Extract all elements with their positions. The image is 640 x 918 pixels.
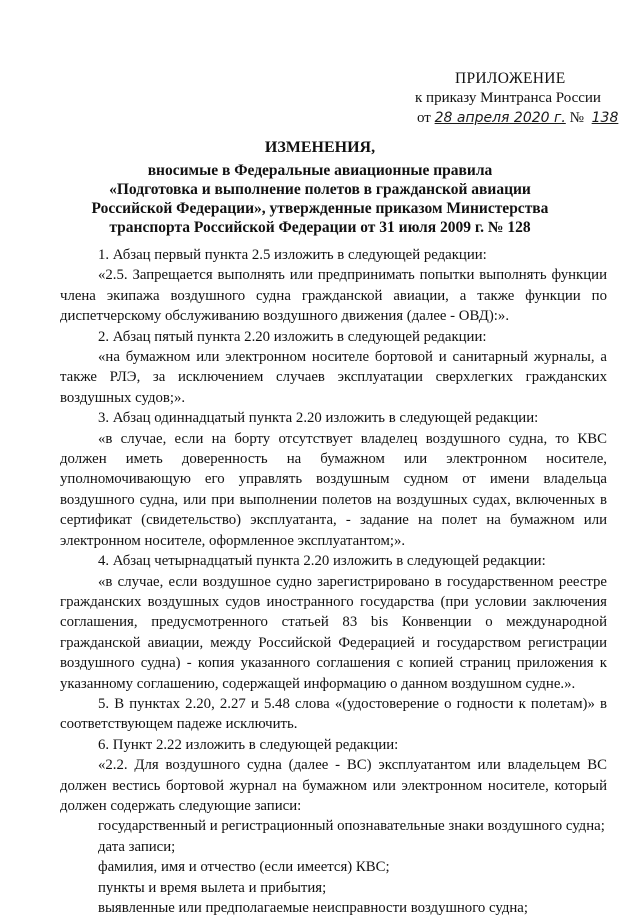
paragraph-7: 4. Абзац четырнадцатый пункта 2.20 изложить в следующей редакции: [98,553,546,570]
document-title: ИЗМЕНЕНИЯ, [264,139,376,156]
paragraph-2: «2.5. Запрещается выполнять или предпринимать попытки выполнять функции члена экипажа воздушного судна гражданской авиации, а также функции по диспетчерскому обслуживанию воздушного движения (далее - ОВД):». [60,267,607,325]
paragraph-15: пункты и время вылета и прибытия; [98,879,327,896]
paragraph-13: дата записи; [98,838,176,855]
handwritten-number: 138 [591,110,619,126]
paragraph-8: «в случае, если воздушное судно зарегистрировано в государственном реестре гражданских воздушных судов иностранного государства (при условии заключения соглашения, предусмотренного статьей 83 bis Конвенции о международной гражданской авиации, между Российской Федерацией и государством регистрации воздушного судна) - копия указанного соглашения с копией страниц приложения к указанному соглашению, содержащей информацию о данном воздушном судне.». [60,573,607,692]
handwritten-date: 28 апреля 2020 г. [434,110,566,126]
paragraph-12: государственный и регистрационный опознавательные знаки воздушного судна; [98,818,605,835]
paragraph-9: 5. В пунктах 2.20, 2.27 и 5.48 слова «(удостоверение о годности к полетам)» в соответствующем падеже исключить. [60,695,607,733]
document-subtitle-line-1: вносимые в Федеральные авиационные правила [147,162,493,179]
paragraph-3: 2. Абзац пятый пункта 2.20 изложить в следующей редакции: [98,328,487,345]
appendix-label: ПРИЛОЖЕНИЕ [455,70,566,87]
paragraph-16: выявленные или предполагаемые неисправности воздушного судна; [98,900,528,916]
paragraph-1: 1. Абзац первый пункта 2.5 изложить в следующей редакции: [98,247,487,263]
order-reference: к приказу Минтранса России [415,90,601,106]
document-subtitle-line-2: «Подготовка и выполнение полетов в гражданской авиации [109,181,531,198]
paragraph-10: 6. Пункт 2.22 изложить в следующей редакции: [98,736,399,753]
paragraph-5: 3. Абзац одиннадцатый пункта 2.20 изложить в следующей редакции: [98,410,539,427]
paragraph-14: фамилия, имя и отчество (если имеется) КВС; [98,859,390,876]
paragraph-6: «в случае, если на борту отсутствует владелец воздушного судна, то КВС должен иметь доверенность на бумажном или электронном носителе, уполномочивающую его управлять воздушным судном от имени владельца воздушного судна, или при выполнении полетов на воздушных судах, включенных в сертификат (свидетельство) эксплуатанта, - задание на полет на бумажном или электронном носителе, оформленное эксплуатантом;». [60,430,607,549]
order-date-line [417,110,618,127]
document-subtitle-line-3: Российской Федерации», утвержденные приказом Министерства [91,200,549,217]
document-body [60,245,607,918]
paragraph-11: «2.2. Для воздушного судна (далее - ВС) эксплуатантом или владельцем ВС должен вестись бортовой журнал на бумажном или электронном носителе, который должен содержать следующие записи: [60,757,607,814]
paragraph-4: «на бумажном или электронном носителе бортовой и санитарный журналы, а также РЛЭ, за исключением случаев эксплуатации сверхлегких гражданских воздушных судов;». [60,349,607,406]
document-subtitle-line-4: транспорта Российской Федерации от 31 июля 2009 г. № 128 [109,219,531,236]
date-prefix: от [417,110,431,126]
number-prefix: № [569,110,584,126]
